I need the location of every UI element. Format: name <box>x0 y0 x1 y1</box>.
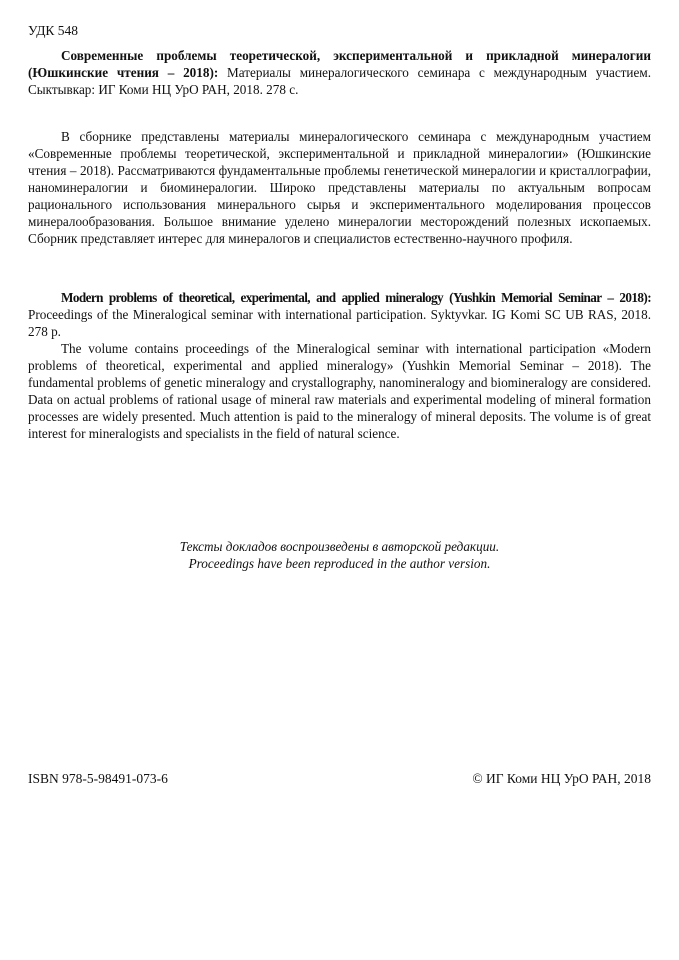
en-book-title: Modern problems of theoretical, experimental, and applied mineralogy (Yushkin Memorial Seminar – 2018): <box>61 290 651 305</box>
ru-publication-details: Материалы минералогического семинара с международным участием. Сыктывкар: ИГ Коми НЦ УрО РАН, 2018. 278 с. <box>28 65 651 97</box>
en-bibliographic-entry <box>28 289 651 340</box>
isbn: ISBN 978-5-98491-073-6 <box>28 771 168 786</box>
editorial-note-en: Proceedings have been reproduced in the author version. <box>188 556 491 571</box>
ru-abstract: В сборнике представлены материалы минералогического семинара с международным участием «Современные проблемы теоретической, экспериментальной и прикладной минералогии» (Юшкинские чтения – 2018). Рассматриваются фундаментальные проблемы генетической минералогии и кристаллографии, наноминералогии и биоминералогии. Широко представлены материалы по актуальным вопросам рационального использования минерального сырья и экспериментального моделирования процессов минералообразования. Большое внимание уделено минералогии месторождений полезных ископаемых. Сборник представляет интерес для минералогов и специалистов естественно-научного профиля. <box>28 129 651 246</box>
ru-book-title: Современные проблемы теоретической, экспериментальной и прикладной минералогии (Юшкинские чтения – 2018): <box>28 48 651 80</box>
udk-code: УДК 548 <box>28 23 79 38</box>
en-publication-details: Proceedings of the Mineralogical seminar with international participation. Syktyvkar. IG Komi SC UB RAS, 2018. 278 p. <box>28 307 651 339</box>
editorial-note <box>28 538 651 572</box>
en-abstract: The volume contains proceedings of the Mineralogical seminar with international participation «Modern problems of theoretical, experimental and applied mineralogy» (Yushkin Memorial Seminar – 2018). The fundamental problems of genetic mineralogy and crystallography, nanomineralogy and biomineralogy are considered. Data on actual problems of rational usage of mineral raw materials and experimental modeling of mineral formation processes are widely presented. Much attention is paid to the mineralogy of mineral deposits. The volume is of great interest for mineralogists and specialists in the field of natural science. <box>28 341 651 441</box>
ru-bibliographic-entry <box>28 47 651 98</box>
editorial-note-ru: Тексты докладов воспроизведены в авторской редакции. <box>179 539 500 554</box>
copyright: © ИГ Коми НЦ УрО РАН, 2018 <box>472 771 651 786</box>
